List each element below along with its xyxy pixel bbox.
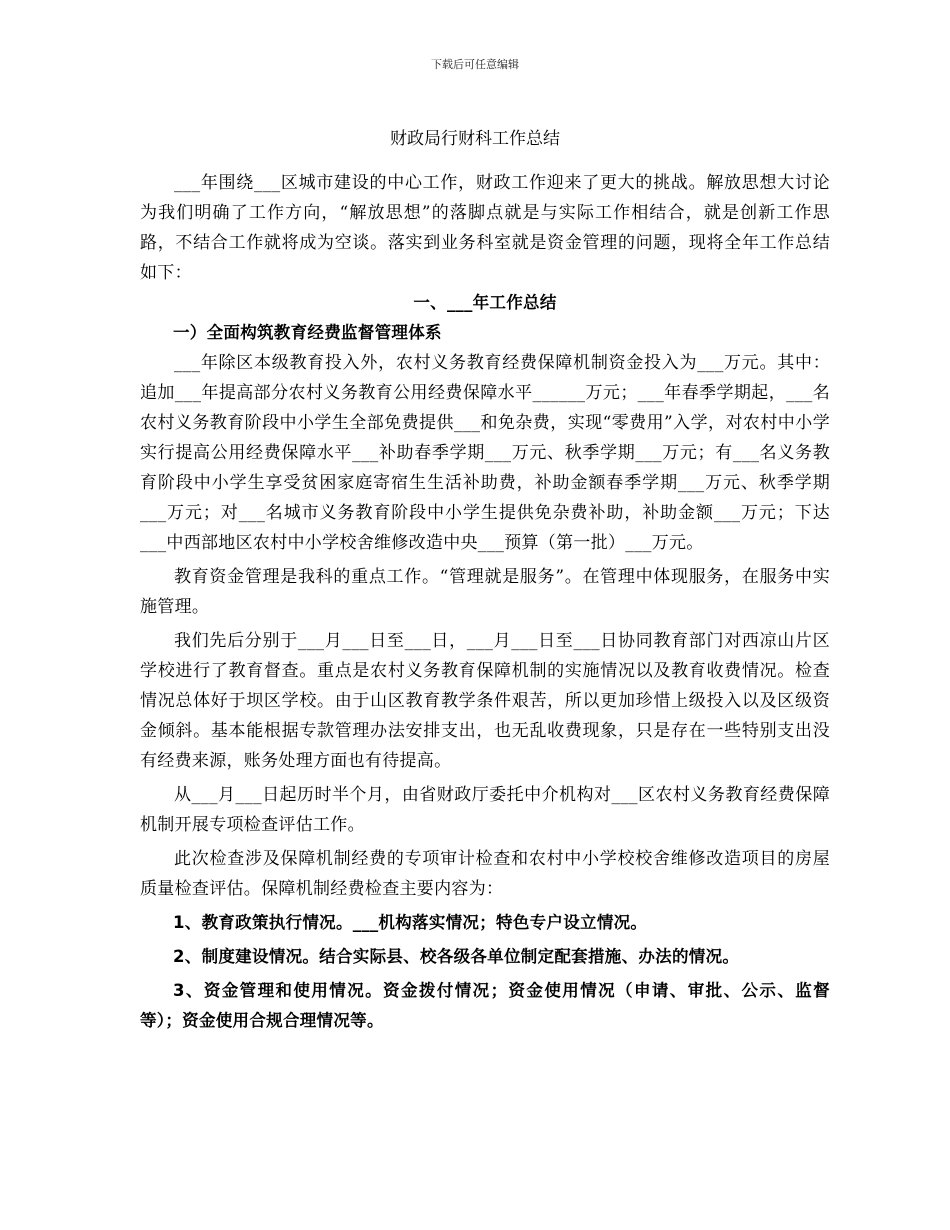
paragraph-inspection: 我们先后分别于___月___日至___日，___月___日至___日协同教育部门对西凉山片区学校进行了教育督查。重点是农村义务教育保障机制的实施情况以及教育收费情况。检查情况总体好于坝区学校。由于山区教育教学条件艰苦，所以更加珍惜上级投入以及区级资金倾斜。基本能根据专款管理办法安排支出，也无乱收费现象，只是存在一些特别支出没有经费来源，账务处理方面也有待提高。 [140, 631, 830, 771]
subsection-heading: 一）全面构筑教育经费监督管理体系 [173, 323, 442, 342]
intro-paragraph: ___年围绕___区城市建设的中心工作，财政工作迎来了更大的挑战。解放思想大讨论为我们明确了工作方向，“解放思想”的落脚点就是与实际工作相结合，就是创新工作思路，不结合工作就将成为空谈。落实到业务科室就是资金管理的问题，现将全年工作总结如下： [140, 173, 830, 283]
paragraph-audit-scope: 此次检查涉及保障机制经费的专项审计检查和农村中小学校校舍维修改造项目的房屋质量检查评估。保障机制经费检查主要内容为： [140, 849, 830, 899]
paragraph-funding: ___年除区本级教育投入外，农村义务教育经费保障机制资金投入为___万元。其中：追加___年提高部分农村义务教育公用经费保障水平______万元；___年春季学期起，___名农村义务教育阶段中小学生全部免费提供___和免杂费，实现“零费用”入学，对农村中小学实行提高公用经费保障水平___补助春季学期___万元、秋季学期___万元；有___名义务教育阶段中小学生享受贫困家庭寄宿生生活补助费，补助金额春季学期___万元、秋季学期___万元；对___名城市义务教育阶段中小学生提供免杂费补助，补助金额___万元；下达___中西部地区农村中小学校舍维修改造中央___预算（第一批）___万元。 [140, 353, 830, 553]
list-item-funds: 3、资金管理和使用情况。资金拨付情况；资金使用情况（申请、审批、公示、监督等）；资金使用合规合理情况等。 [140, 981, 830, 1030]
paragraph-management: 教育资金管理是我科的重点工作。“管理就是服务”。在管理中体现服务，在服务中实施管理。 [140, 567, 830, 617]
document-body [140, 168, 830, 1036]
section-heading: 一、___年工作总结 [413, 293, 557, 312]
list-item-policy: 1、教育政策执行情况。___机构落实情况；特色专户设立情况。 [173, 913, 648, 932]
list-item-system: 2、制度建设情况。结合实际县、校各级各单位制定配套措施、办法的情况。 [173, 947, 740, 966]
download-note: 下载后可任意编辑 [431, 58, 519, 71]
paragraph-evaluation: 从___月___日起历时半个月，由省财政厅委托中介机构对___区农村义务教育经费保障机制开展专项检查评估工作。 [140, 785, 830, 835]
document-title: 财政局行财科工作总结 [390, 129, 560, 149]
